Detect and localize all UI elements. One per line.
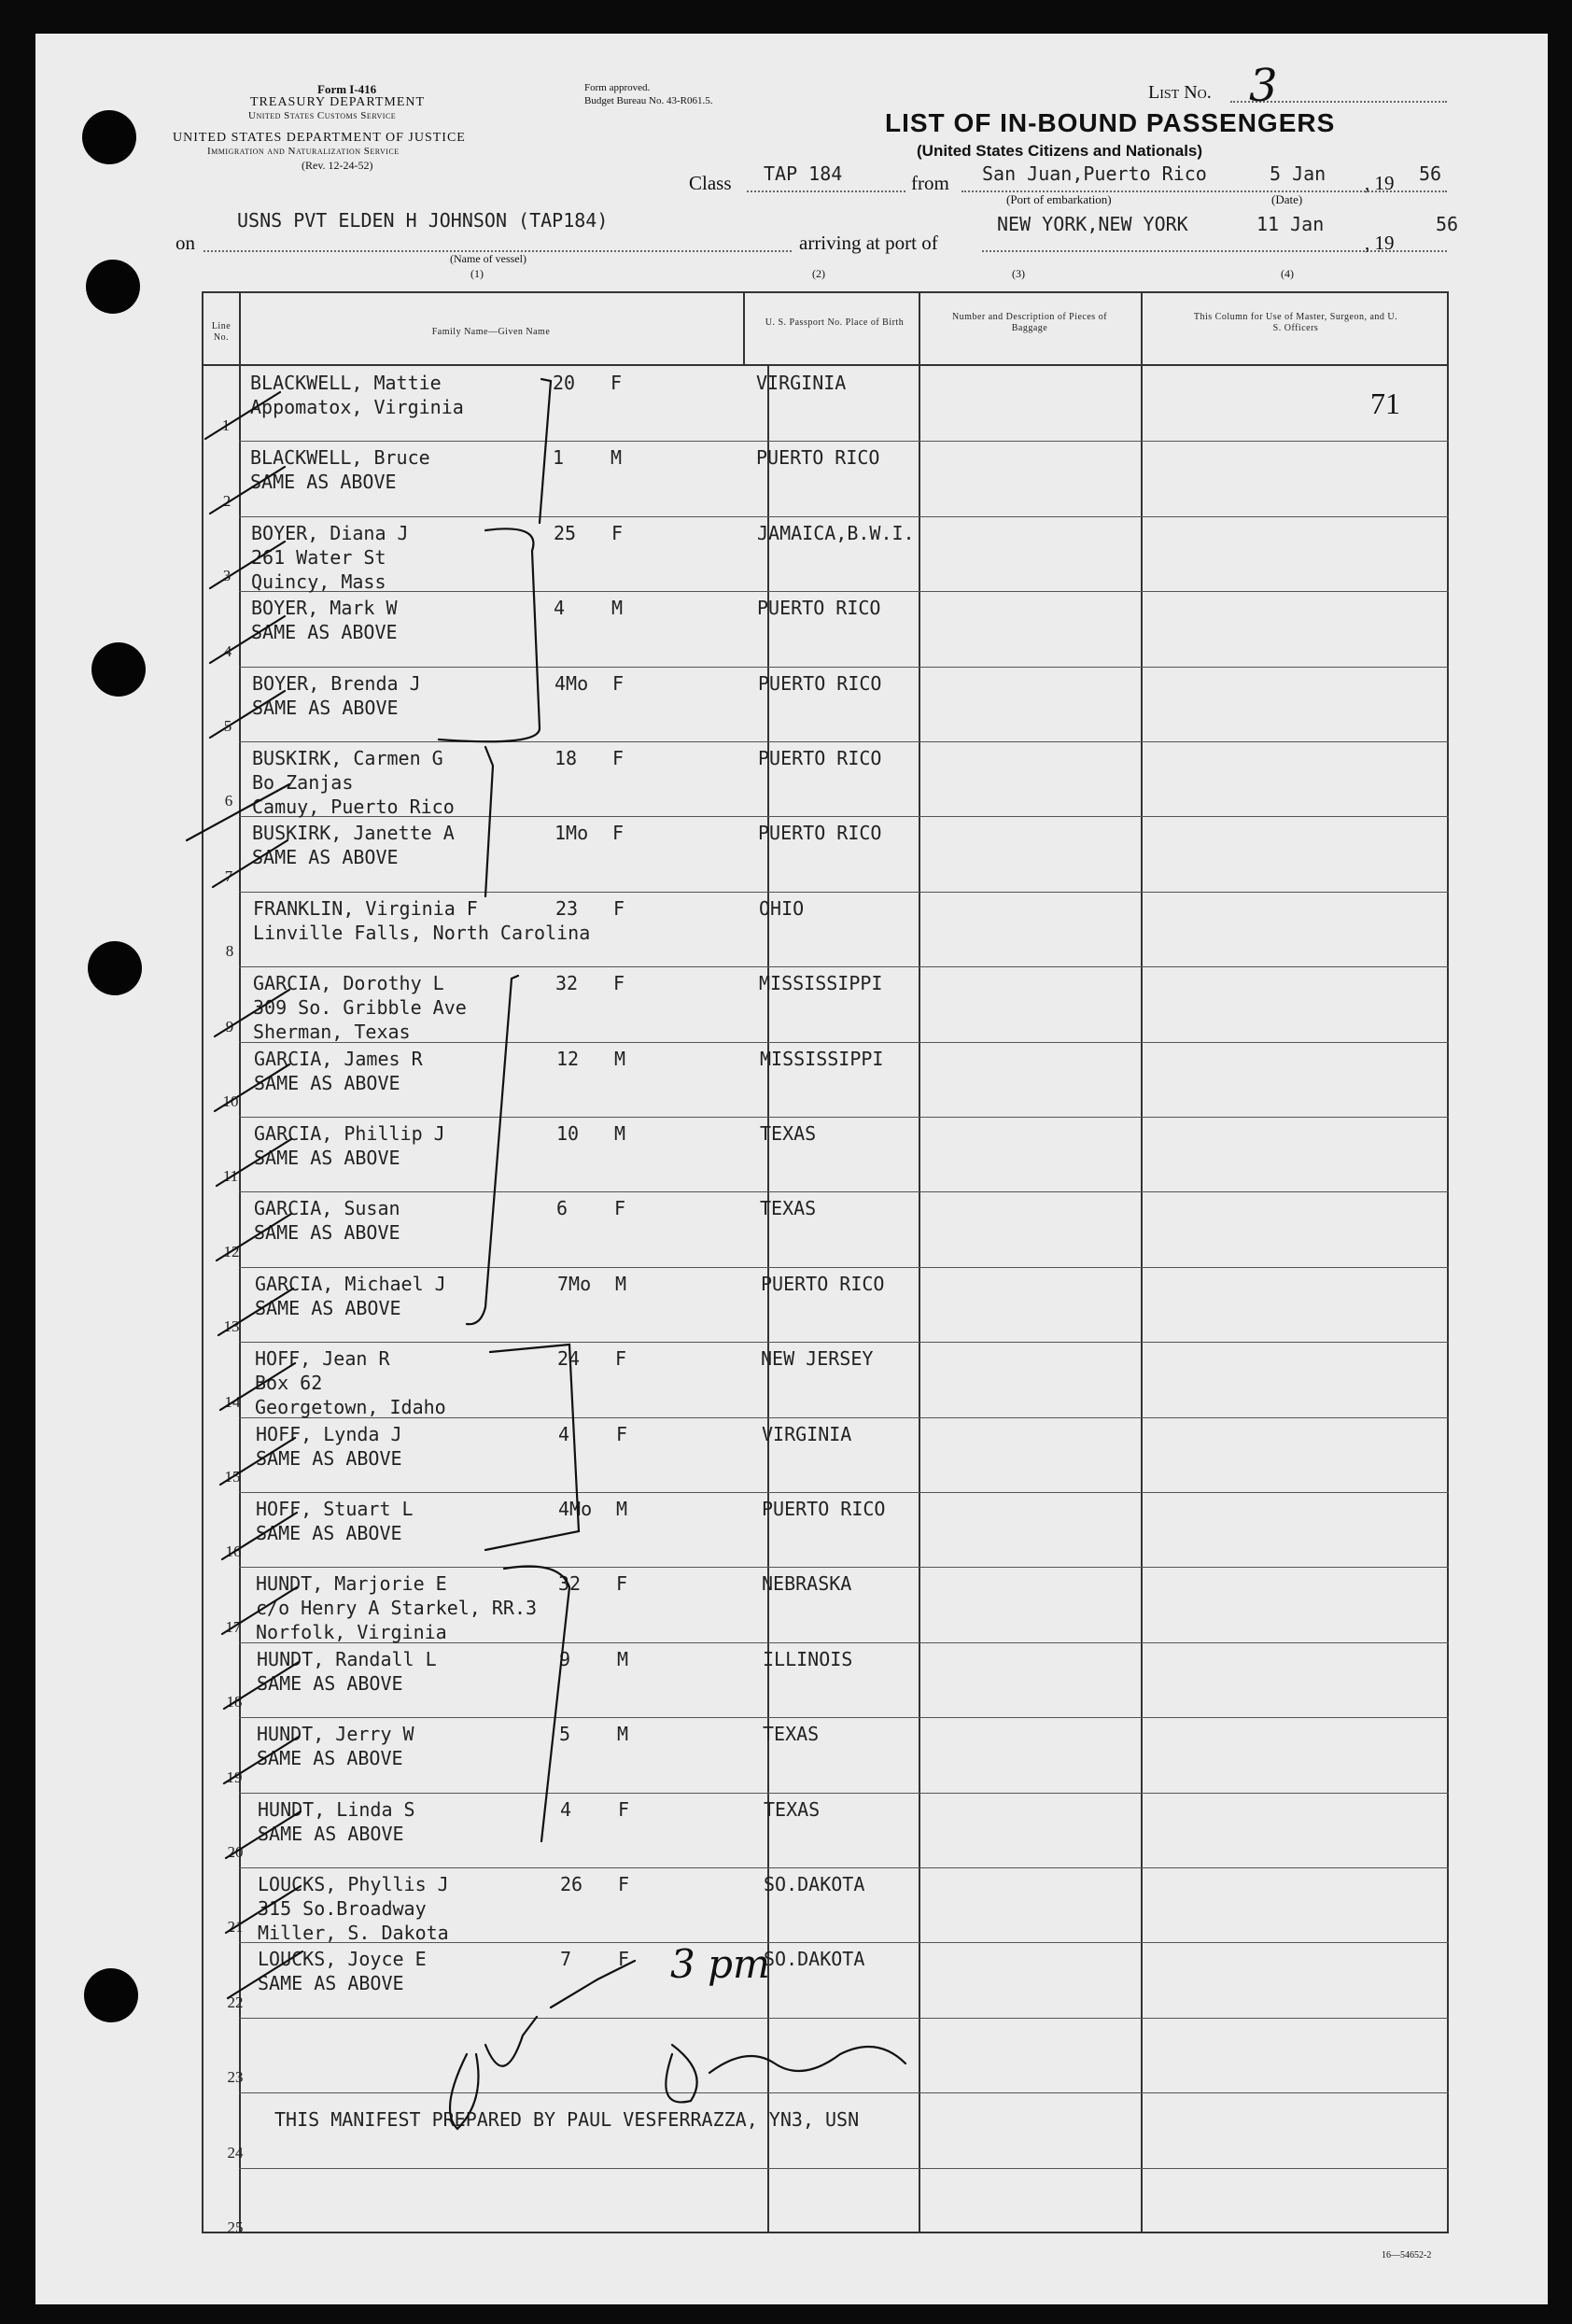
place-of-birth: PUERTO RICO (757, 597, 881, 619)
passenger-address: SAME AS ABOVE (258, 1972, 404, 1994)
passenger-address: 261 Water St (251, 546, 386, 569)
passenger-name: GARCIA, James R (254, 1048, 423, 1070)
on-label: on (175, 232, 195, 254)
passenger-name: BUSKIRK, Carmen G (252, 747, 443, 769)
passenger-address: SAME AS ABOVE (254, 1221, 400, 1244)
place-of-birth: SO.DAKOTA (764, 1873, 865, 1895)
bracket-hoff (485, 1345, 579, 1550)
list-no-label: List No. (1148, 82, 1212, 103)
passenger-address: SAME AS ABOVE (250, 471, 397, 493)
passenger-sex: F (613, 972, 625, 994)
bracket-garcia (467, 976, 518, 1324)
passenger-address: Sherman, Texas (253, 1021, 411, 1043)
header-baggage: Number and Description of Pieces of Baggage (951, 312, 1108, 333)
passenger-name: BLACKWELL, Bruce (250, 446, 430, 469)
passenger-sex: M (616, 1498, 628, 1520)
passenger-address: SAME AS ABOVE (256, 1522, 402, 1544)
check-mark (210, 616, 285, 663)
passenger-name: LOUCKS, Phyllis J (258, 1873, 449, 1895)
passenger-sex: M (615, 1273, 627, 1295)
from-label: from (911, 172, 949, 194)
passenger-name: HUNDT, Linda S (258, 1798, 415, 1821)
line-number: 9 (225, 1018, 234, 1035)
preparer-signature (666, 2045, 905, 2102)
depart-year: 56 (1419, 162, 1442, 185)
class-label: Class (689, 172, 732, 194)
place-of-birth: NEW JERSEY (761, 1347, 874, 1370)
check-mark (224, 1662, 299, 1709)
list-number: 3 (1249, 60, 1278, 112)
line-number: 2 (222, 492, 232, 510)
passenger-address: SAME AS ABOVE (256, 1447, 402, 1470)
passenger-age: 32 (558, 1572, 582, 1595)
place-of-birth: VIRGINIA (762, 1423, 852, 1445)
check-mark (210, 467, 285, 514)
passenger-sex: F (616, 1423, 628, 1445)
caption-4: (4) (1281, 267, 1294, 280)
passenger-address: SAME AS ABOVE (252, 697, 399, 719)
line-number: 24 (227, 2144, 244, 2162)
passenger-sex: F (618, 1948, 630, 1970)
passenger-age: 24 (557, 1347, 581, 1370)
bracket-buskirk (485, 747, 493, 896)
line-number: 15 (224, 1468, 241, 1486)
line-number: 10 (222, 1092, 239, 1110)
passenger-sex: M (617, 1723, 629, 1745)
passenger-name: GARCIA, Michael J (255, 1273, 446, 1295)
passenger-age: 12 (556, 1048, 580, 1070)
passenger-address: SAME AS ABOVE (251, 621, 398, 643)
line-number: 21 (227, 1918, 244, 1936)
passenger-age: 32 (555, 972, 579, 994)
passenger-age: 9 (559, 1648, 571, 1670)
passenger-sex: F (614, 1197, 626, 1219)
justice-dept: UNITED STATES DEPARTMENT OF JUSTICE (173, 131, 466, 145)
line-number: 6 (224, 792, 233, 810)
line-number: 3 (222, 567, 232, 585)
bracket-blackwell (540, 379, 551, 523)
passenger-sex: F (618, 1873, 630, 1895)
line-number: 20 (227, 1843, 244, 1861)
place-of-birth: MISSISSIPPI (759, 972, 883, 994)
passenger-address: SAME AS ABOVE (254, 1147, 400, 1169)
check-mark (213, 840, 288, 887)
manifest-preparer: THIS MANIFEST PREPARED BY PAUL VESFERRAZZA, YN3, USN (274, 2108, 860, 2131)
check-mark (228, 1951, 302, 1998)
passenger-sex: F (612, 747, 625, 769)
passenger-sex: F (618, 1798, 630, 1821)
passenger-address: Quincy, Mass (251, 570, 386, 593)
place-of-birth: JAMAICA,B.W.I. (757, 522, 915, 544)
passenger-sex: M (611, 597, 624, 619)
arrival-date: 11 Jan (1256, 213, 1325, 235)
passenger-address: Camuy, Puerto Rico (252, 796, 455, 818)
passenger-name: BUSKIRK, Janette A (252, 822, 455, 844)
arriving-label: arriving at port of (799, 232, 938, 254)
customs-service: United States Customs Service (248, 110, 397, 121)
vessel-caption: (Name of vessel) (450, 252, 526, 265)
vessel-name: USNS PVT ELDEN H JOHNSON (TAP184) (237, 209, 609, 232)
passenger-name: BOYER, Mark W (251, 597, 398, 619)
check-mark (210, 542, 285, 588)
check-mark (215, 990, 289, 1036)
passenger-address: c/o Henry A Starkel, RR.3 (256, 1597, 538, 1619)
passenger-age: 23 (555, 897, 579, 920)
caption-2: (2) (812, 267, 825, 280)
check-mark (210, 691, 285, 738)
passenger-sex: M (614, 1122, 626, 1145)
manifest-title: LIST OF IN-BOUND PASSENGERS (885, 108, 1336, 137)
passenger-sex: F (612, 822, 625, 844)
place-of-birth: TEXAS (760, 1122, 817, 1145)
passenger-sex: F (615, 1347, 627, 1370)
passenger-sex: F (612, 672, 625, 695)
line-number: 8 (225, 942, 234, 960)
check-mark (217, 1214, 291, 1261)
caption-1: (1) (470, 267, 484, 280)
passenger-address: SAME AS ABOVE (258, 1823, 404, 1845)
passenger-name: HUNDT, Jerry W (257, 1723, 414, 1745)
line-number: 22 (227, 1993, 244, 2011)
line-number: 5 (223, 717, 232, 735)
passenger-age: 18 (554, 747, 578, 769)
check-mark (187, 784, 289, 840)
line-number: 1 (221, 416, 231, 434)
line-number: 18 (226, 1693, 243, 1711)
place-of-birth: PUERTO RICO (758, 822, 882, 844)
place-of-birth: OHIO (759, 897, 805, 920)
passenger-age: 7 (560, 1948, 572, 1970)
treasury-dept: TREASURY DEPARTMENT (250, 95, 426, 109)
passenger-address: 309 So. Gribble Ave (253, 996, 467, 1019)
bracket-boyer (439, 528, 540, 741)
passenger-age: 5 (559, 1723, 571, 1745)
place-of-birth: PUERTO RICO (758, 672, 882, 695)
depart-year-prefix: , 19 (1365, 172, 1395, 194)
check-mark (217, 1139, 291, 1186)
passenger-name: BLACKWELL, Mattie (250, 372, 442, 394)
line-number: 12 (223, 1243, 240, 1261)
passenger-sex: F (613, 897, 625, 920)
place-of-birth: ILLINOIS (763, 1648, 853, 1670)
passenger-age: 4Mo (554, 672, 589, 695)
passenger-sex: M (617, 1648, 629, 1670)
header-officers: This Column for Use of Master, Surgeon, and U. S. Officers (1193, 312, 1398, 333)
caption-3: (3) (1012, 267, 1025, 280)
passenger-address: SAME AS ABOVE (257, 1747, 403, 1769)
line-number: 4 (223, 642, 232, 660)
passenger-age: 7Mo (557, 1273, 592, 1295)
passenger-sex: F (616, 1572, 628, 1595)
line-number: 7 (224, 867, 233, 885)
passenger-age: 6 (556, 1197, 568, 1219)
passenger-name: FRANKLIN, Virginia F (253, 897, 478, 920)
arrival-year-prefix: , 19 (1365, 232, 1395, 254)
place-of-birth: PUERTO RICO (758, 747, 882, 769)
depart-date: 5 Jan (1270, 162, 1326, 185)
passenger-name: HOFF, Jean R (255, 1347, 390, 1370)
line-number: 14 (224, 1393, 241, 1411)
line-number: 11 (222, 1167, 239, 1185)
passenger-age: 4 (560, 1798, 572, 1821)
passenger-name: BOYER, Diana J (251, 522, 409, 544)
header-line-no: Line No. (211, 321, 232, 343)
arrival-port: NEW YORK,NEW YORK (997, 213, 1188, 235)
arrival-year: 56 (1436, 213, 1459, 235)
check-mark (220, 1363, 295, 1410)
place-of-birth: PUERTO RICO (762, 1498, 886, 1520)
check-mark (220, 1438, 295, 1485)
handwritten-time: 3 pm (670, 1941, 770, 1987)
check-mark (218, 1289, 293, 1335)
check-mark (226, 1811, 301, 1858)
passenger-age: 4 (558, 1423, 570, 1445)
embark-port: San Juan,Puerto Rico (982, 162, 1207, 185)
place-of-birth: PUERTO RICO (761, 1273, 885, 1295)
line-number: 16 (225, 1542, 242, 1560)
check-mark (215, 1064, 289, 1111)
line-number: 13 (223, 1317, 240, 1335)
check-mark (222, 1513, 297, 1559)
passenger-name: HUNDT, Randall L (257, 1648, 437, 1670)
passenger-name: LOUCKS, Joyce E (258, 1948, 427, 1970)
passenger-age: 4 (554, 597, 566, 619)
approval-line-1: Form approved. (584, 82, 651, 93)
approval-line-2: Budget Bureau No. 43-R061.5. (584, 95, 713, 106)
ins-service: Immigration and Naturalization Service (207, 146, 400, 157)
line-number: 19 (226, 1768, 243, 1786)
passenger-address: Linville Falls, North Carolina (253, 922, 591, 944)
passenger-name: GARCIA, Phillip J (254, 1122, 445, 1145)
passenger-address: SAME AS ABOVE (254, 1072, 400, 1094)
place-of-birth: TEXAS (760, 1197, 817, 1219)
passenger-address: Appomatox, Virginia (250, 396, 464, 418)
line-number: 17 (225, 1618, 242, 1636)
place-of-birth: TEXAS (764, 1798, 821, 1821)
header-passport: U. S. Passport No. Place of Birth (765, 317, 905, 328)
place-of-birth: PUERTO RICO (756, 446, 880, 469)
passenger-address: SAME AS ABOVE (252, 846, 399, 868)
passenger-age: 1 (553, 446, 565, 469)
place-of-birth: NEBRASKA (762, 1572, 852, 1595)
print-code: 16—54652-2 (1382, 2250, 1432, 2261)
passenger-name: BOYER, Brenda J (252, 672, 421, 695)
passenger-sex: M (614, 1048, 626, 1070)
header-family-name: Family Name—Given Name (431, 327, 551, 337)
passenger-address: SAME AS ABOVE (255, 1297, 401, 1319)
passenger-sex: F (611, 372, 623, 394)
passenger-age: 1Mo (554, 822, 589, 844)
line-number: 25 (227, 2218, 244, 2236)
place-of-birth: TEXAS (763, 1723, 820, 1745)
passenger-address: Georgetown, Idaho (255, 1396, 446, 1418)
passenger-name: HOFF, Stuart L (256, 1498, 414, 1520)
check-mark (224, 1737, 299, 1783)
passenger-sex: F (611, 522, 624, 544)
passenger-age: 4Mo (558, 1498, 593, 1520)
check-mark (222, 1587, 297, 1634)
passenger-address: 315 So.Broadway (258, 1897, 427, 1920)
passenger-age: 25 (554, 522, 577, 544)
form-number: Form I-416 (317, 82, 377, 96)
form-revision: (Rev. 12-24-52) (302, 159, 373, 172)
place-of-birth: MISSISSIPPI (760, 1048, 884, 1070)
passenger-age: 10 (556, 1122, 580, 1145)
passenger-name: GARCIA, Susan (254, 1197, 400, 1219)
passenger-age: 20 (553, 372, 576, 394)
date-caption: (Date) (1271, 192, 1303, 206)
passenger-address: Box 62 (255, 1372, 323, 1394)
check-mark (205, 392, 280, 439)
line-number: 23 (227, 2068, 244, 2086)
passenger-address: SAME AS ABOVE (257, 1672, 403, 1695)
passenger-address: Bo Zanjas (252, 771, 354, 794)
passenger-address: Miller, S. Dakota (258, 1922, 449, 1944)
class-value: TAP 184 (764, 162, 843, 185)
place-of-birth: SO.DAKOTA (764, 1948, 865, 1970)
officer-count: 71 (1370, 387, 1400, 420)
passenger-name: HUNDT, Marjorie E (256, 1572, 447, 1595)
initials-signature (450, 1961, 635, 2129)
manifest-subtitle: (United States Citizens and Nationals) (917, 142, 1203, 160)
passenger-name: GARCIA, Dorothy L (253, 972, 444, 994)
place-of-birth: VIRGINIA (756, 372, 847, 394)
embark-caption: (Port of embarkation) (1006, 192, 1112, 206)
check-mark (226, 1886, 301, 1933)
passenger-sex: M (611, 446, 623, 469)
passenger-age: 26 (560, 1873, 583, 1895)
passenger-name: HOFF, Lynda J (256, 1423, 402, 1445)
passenger-address: Norfolk, Virginia (256, 1621, 447, 1643)
